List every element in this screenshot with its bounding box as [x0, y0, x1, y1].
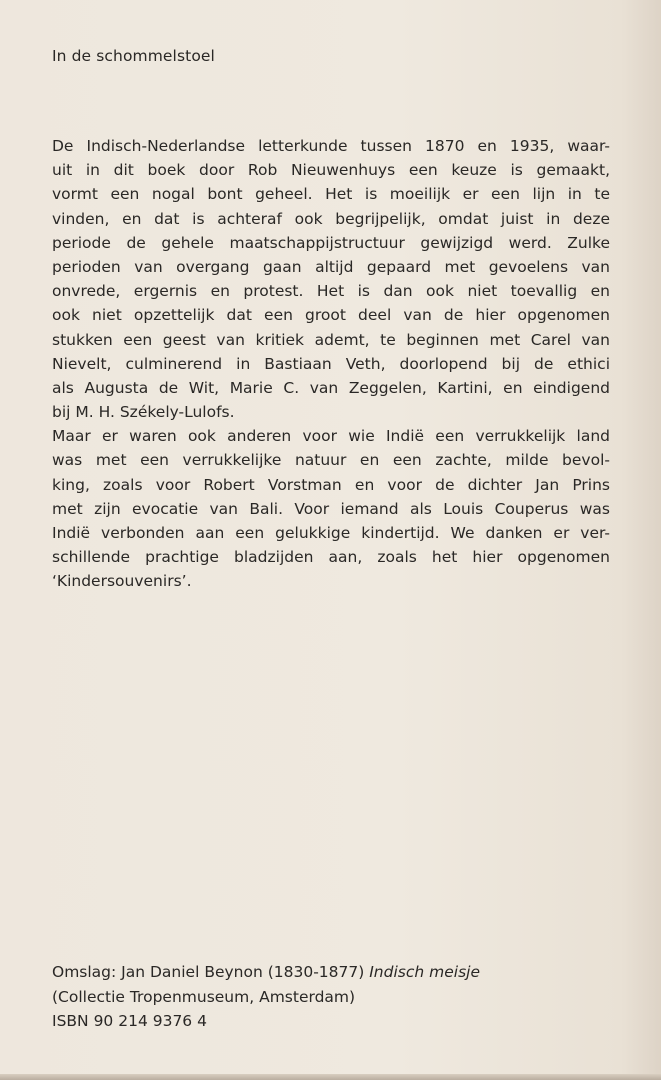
text-line: stukken een geest van kritiek ademt, te beginnen met Carel van [52, 330, 610, 349]
text-line: als Augusta de Wit, Marie C. van Zeggelen, Kartini, en eindigend [52, 378, 610, 397]
collection-credit: (Collectie Tropenmuseum, Amsterdam) [52, 987, 356, 1006]
text-line: met zijn evocatie van Bali. Voor iemand als Louis Couperus was [52, 499, 610, 518]
text-line: vormt een nogal bont geheel. Het is moeilijk er een lijn in te [52, 185, 610, 204]
text-line: vinden, en dat is achteraf ook begrijpelijk, omdat juist in deze [52, 209, 610, 228]
text-line: was met een verrukkelijke natuur en een zachte, milde bevol- [52, 451, 610, 470]
isbn: ISBN 90 214 9376 4 [52, 1012, 207, 1030]
text-line: onvrede, ergernis en protest. Het is dan ook niet toevallig en [52, 282, 610, 301]
text-line: perioden van overgang gaan altijd gepaard met gevoelens van [52, 257, 610, 276]
text-line: schillende prachtige bladzijden aan, zoals het hier opgenomen [52, 548, 610, 567]
text-line: De Indisch-Nederlandse letterkunde tussen 1870 en 1935, waar- [52, 137, 610, 155]
text-line: ‘Kindersouvenirs’. [52, 572, 192, 591]
blurb-text [52, 134, 610, 594]
artwork-title: Indisch meisje [369, 963, 480, 981]
paragraph-2 [52, 424, 610, 593]
text-line: king, zoals voor Robert Vorstman en voor de dichter Jan Prins [52, 475, 610, 494]
text-line: Indië verbonden aan een gelukkige kindertijd. We danken er ver- [52, 524, 610, 542]
text-line: bij M. H. Székely-Lulofs. [52, 403, 235, 422]
colophon [52, 960, 480, 1034]
cover-credit [52, 960, 480, 985]
text-line: ook niet opzettelijk dat een groot deel van de hier opgenomen [52, 306, 610, 325]
text-line: periode de gehele maatschappijstructuur gewijzigd werd. Zulke [52, 233, 610, 252]
text-line: Maar er waren ook anderen voor wie Indië een verrukkelijk land [52, 427, 610, 446]
cover-title: In de schommelstoel [52, 47, 215, 65]
paragraph-1 [52, 134, 610, 424]
cover-bottom-edge [0, 1074, 661, 1080]
text-line: Nievelt, culminerend in Bastiaan Veth, doorlopend bij de ethici [52, 354, 610, 373]
text-line: uit in dit boek door Rob Nieuwenhuys een keuze is gemaakt, [52, 161, 610, 180]
cover-credit-artist: Omslag: Jan Daniel Beynon (1830-1877) [52, 963, 370, 981]
